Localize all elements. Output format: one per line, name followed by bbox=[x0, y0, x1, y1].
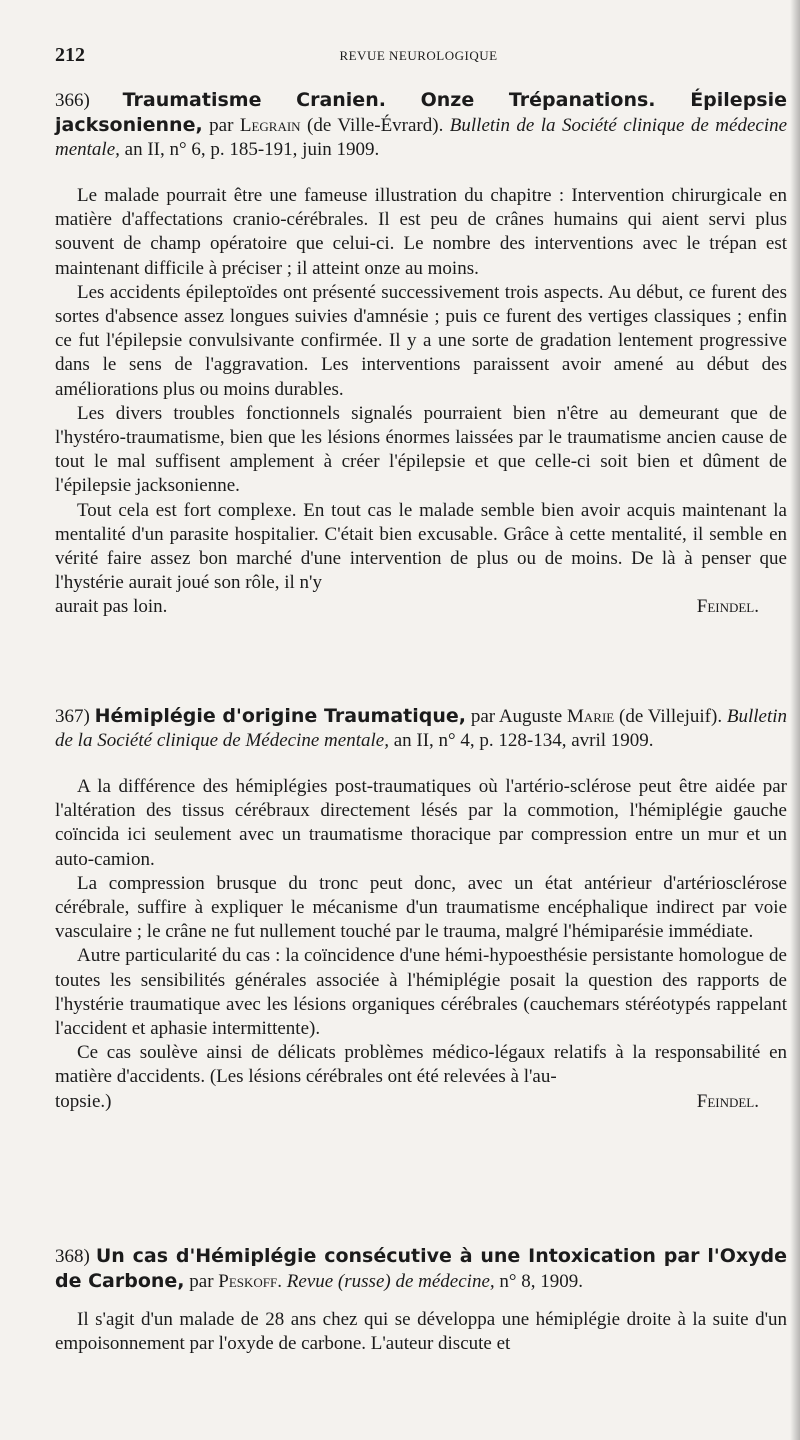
paragraph: Tout cela est fort complexe. En tout cas le malade semble bien avoir acquis maintenant la mentalité d'un parasite hospitalier. C'était bien excusable. Grâce à cette mentalité, il semble en vérité faire assez bon marché d'une intervention de plus ou de moins. De là à penser que l'hystérie aurait joué son rôle, il n'y bbox=[55, 499, 787, 594]
entry-title: Hémiplégie d'origine Traumatique, bbox=[94, 705, 466, 727]
entry-by: par bbox=[189, 1271, 214, 1292]
entry-number: 367) bbox=[55, 706, 90, 727]
running-title: REVUE NEUROLOGIQUE bbox=[339, 48, 498, 63]
entry-368 bbox=[55, 1244, 787, 1356]
entry-reference: an II, n° 4, p. 128-134, avril 1909. bbox=[393, 730, 654, 751]
paragraph: Autre particularité du cas : la coïncidence d'une hémi-hypoesthésie persistante homologue de toutes les sensibilités générales associée à l'hémiplégie posait la question des rapports de l'hystérie traumatique avec les lésions organiques cérébrales (cauchemars stéréotypés rappelant l'accident et aphasie intermittente). bbox=[55, 945, 787, 1040]
paragraph-end: aurait pas loin. bbox=[55, 596, 168, 618]
entry-366 bbox=[55, 88, 787, 620]
page-number: 212 bbox=[55, 44, 85, 66]
signature: Feindel. bbox=[696, 1090, 759, 1112]
signature: Feindel. bbox=[696, 596, 759, 618]
entry-reference: n° 8, 1909. bbox=[499, 1271, 583, 1292]
entry-author: Peskoff. bbox=[218, 1271, 283, 1292]
entry-heading bbox=[55, 1244, 787, 1294]
entry-affiliation: (de Villejuif). bbox=[619, 706, 723, 727]
entry-title: Traumatisme Cranien. Onze Trépanations. Épilepsie jacksonienne, bbox=[55, 89, 788, 136]
paragraph-end: topsie.) bbox=[55, 1090, 112, 1112]
entry-journal: Bulletin de la Société clinique de médecine mentale, bbox=[55, 115, 788, 160]
entry-number: 366) bbox=[55, 90, 90, 111]
signature-line bbox=[55, 1090, 787, 1114]
entry-author: Marie bbox=[566, 706, 615, 727]
paragraph: A la différence des hémiplégies post-traumatiques où l'artério-sclérose peut être aidée par l'altération des tissus cérébraux directement lésés par la commotion, l'hémiplégie gauche coïncida ici seulement avec un traumatisme thoracique par compression entre un mur et un auto-camion. bbox=[55, 776, 787, 870]
entry-heading bbox=[55, 88, 787, 162]
entry-journal: Bulletin de la Société clinique de Médecine mentale, bbox=[55, 706, 788, 751]
entry-journal: Revue (russe) de médecine, bbox=[286, 1271, 495, 1292]
entry-367 bbox=[55, 704, 787, 1114]
entry-heading bbox=[55, 704, 787, 753]
paragraph: Les divers troubles fonctionnels signalés pourraient bien n'être au demeurant que de l'hystéro-traumatisme, bien que les lésions énormes laissées par le traumatisme ancien cause de tout le mal suffisent amplement à créer l'épilepsie et que celle-ci soit bien et dûment de l'épilepsie jacksonienne. bbox=[55, 402, 787, 497]
paragraph: Les accidents épileptoïdes ont présenté successivement trois aspects. Au début, ce furent des sortes d'absence assez longues suivies d'amnésie ; puis ce furent des vertiges classiques ; enfin ce fut l'épilepsie convulsivante confirmée. Il y a une sorte de gradation lentement progressive dans le sens de l'aggravation. Les interventions paraissent avoir amené au début des améliorations plus ou moins durables. bbox=[55, 281, 787, 400]
entry-number: 368) bbox=[55, 1246, 90, 1267]
paragraph: Ce cas soulève ainsi de délicats problèmes médico-légaux relatifs à la responsabilité en matière d'accidents. (Les lésions cérébrales ont été relevées à l'au- bbox=[55, 1042, 787, 1088]
page-edge-shadow bbox=[790, 0, 800, 1440]
entry-author: Legrain bbox=[239, 115, 301, 136]
paragraph: Le malade pourrait être une fameuse illustration du chapitre : Intervention chirurgicale en matière d'affectations cranio-cérébrales. Il est peu de crânes humains qui aient servi plus souvent de champ opératoire que celui-ci. Le nombre des interventions avec le trépan est maintenant difficile à préciser ; il atteint onze au moins. bbox=[55, 185, 787, 279]
page-header bbox=[55, 44, 782, 66]
signature-line bbox=[55, 595, 787, 619]
paragraph: Il s'agit d'un malade de 28 ans chez qui se développa une hémiplégie droite à la suite d'un empoisonnement par l'oxyde de carbone. L'auteur discute et bbox=[55, 1309, 787, 1355]
entry-title: Un cas d'Hémiplégie consécutive à une Intoxication par l'Oxyde de Carbone, bbox=[55, 1245, 787, 1292]
entry-reference: an II, n° 6, p. 185-191, juin 1909. bbox=[124, 139, 380, 160]
entry-by: par Auguste bbox=[470, 706, 563, 727]
paragraph: La compression brusque du tronc peut donc, avec un état antérieur d'artériosclérose cérébrale, suffire à expliquer le mécanisme d'un traumatisme encéphalique indirect par voie vasculaire ; le crâne ne fut nullement touché par le trauma, malgré l'hémiparésie immédiate. bbox=[55, 872, 787, 943]
entry-affiliation: (de Ville-Évrard). bbox=[307, 115, 444, 136]
entry-by: par bbox=[209, 115, 234, 136]
